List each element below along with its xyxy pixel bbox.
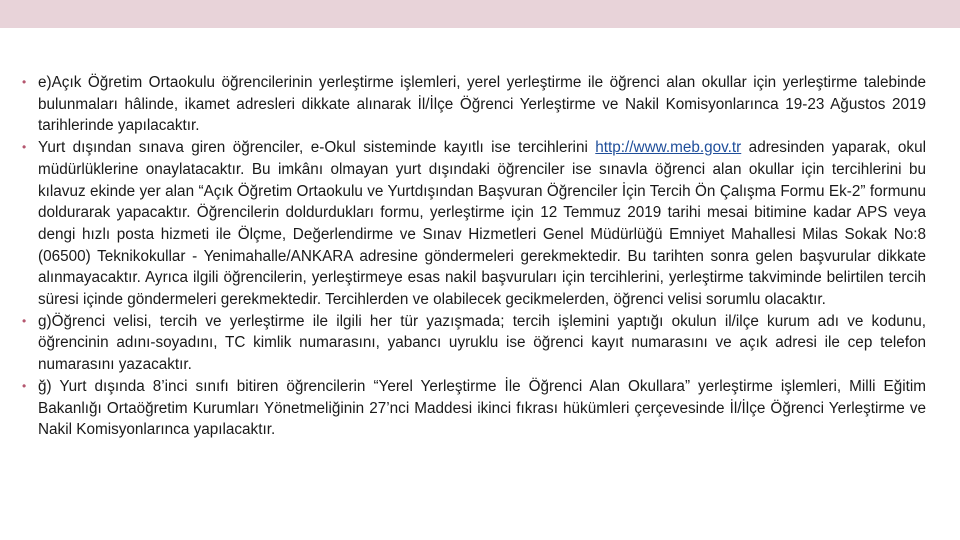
bullet-text-before-link: Yurt dışından sınava giren öğrenciler, e‐Okul sisteminde kayıtlı ise tercihlerini <box>38 139 596 157</box>
bullet-icon: • <box>22 378 27 393</box>
bullet-text: e)Açık Öğretim Ortaokulu öğrencilerinin yerleştirme işlemleri, yerel yerleştirme ile öğrenci alan okullar için yerleştirme talebinde bulunmaları hâlinde, ikamet adresleri dikkate alınarak İl/İlçe Öğrenci Yerleştirme ve Nakil Komisyonlarınca 19-23 Ağustos 2019 tarihlerinde yapılacaktır. <box>38 74 926 135</box>
bullet-item-gh <box>22 376 926 441</box>
bullet-item-e <box>22 72 926 137</box>
slide-header-bar <box>0 0 960 28</box>
slide-body <box>22 72 926 441</box>
bullet-item-abroad <box>22 137 926 311</box>
bullet-text: ğ) Yurt dışında 8’inci sınıfı bitiren öğrencilerin “Yerel Yerleştirme İle Öğrenci Alan Okullara” yerleştirme işlemleri, Milli Eğitim Bakanlığı Ortaöğretim Kurumları Yönetmeliğinin 27’nci Maddesi ikinci fıkrası hükümleri çerçevesinde İl/İlçe Öğrenci Yerleştirme ve Nakil Komisyonlarınca yapılacaktır. <box>38 377 926 439</box>
meb-link[interactable]: http://www.meb.gov.tr <box>595 139 742 157</box>
bullet-text: g)Öğrenci velisi, tercih ve yerleştirme ile ilgili her tür yazışmada; tercih işlemini yaptığı okulun il/ilçe kurum adı ve kodunu, öğrencinin adını‐soyadını, TC kimlik numarasını, yabancı uyruklu ise öğrenci kayıt numarasını ve açık adresi ile cep telefon numarasını yazacaktır. <box>38 312 926 374</box>
bullet-icon: • <box>22 75 27 89</box>
bullet-text-after-link: adresinden yaparak, okul müdürlüklerine onaylatacaktır. Bu imkânı olmayan yurt dışındaki öğrenciler ise sınavla öğrenci alan okullar için tercihlerini bu kılavuz ekinde yer alan “Açık Öğretim Ortaokulu ve Yurtdışından Başvuran Öğrenciler İçin Tercih Ön Çalışma Formu Ek‐2” formunu doldurarak yapacaktır. Öğrencilerin doldurdukları formu, yerleştirme için 12 Temmuz 2019 tarihi mesai bitimine kadar APS veya dengi hızlı posta hizmeti ile Ölçme, Değerlendirme ve Sınav Hizmetleri Genel Müdürlüğü Emniyet Mahallesi Milas Sokak No:8 (06500) Teknikokullar ‐ Yenimahalle/ANKARA adresine göndermeleri gerekmektedir. Bu tarihten sonra gelen başvurular dikkate alınmayacaktır. Ayrıca ilgili öğrencilerin, yerleştirmeye esas nakil başvuruları için tercihlerini, yerleştirme takviminde belirtilen tercih süresi içinde göndermeleri gerekmektedir. Tercihlerden ve olabilecek gecikmelerden, öğrenci velisi sorumlu olacaktır. <box>38 139 926 309</box>
bullet-icon: • <box>22 313 27 328</box>
bullet-icon: • <box>22 140 27 155</box>
bullet-item-g <box>22 311 926 376</box>
